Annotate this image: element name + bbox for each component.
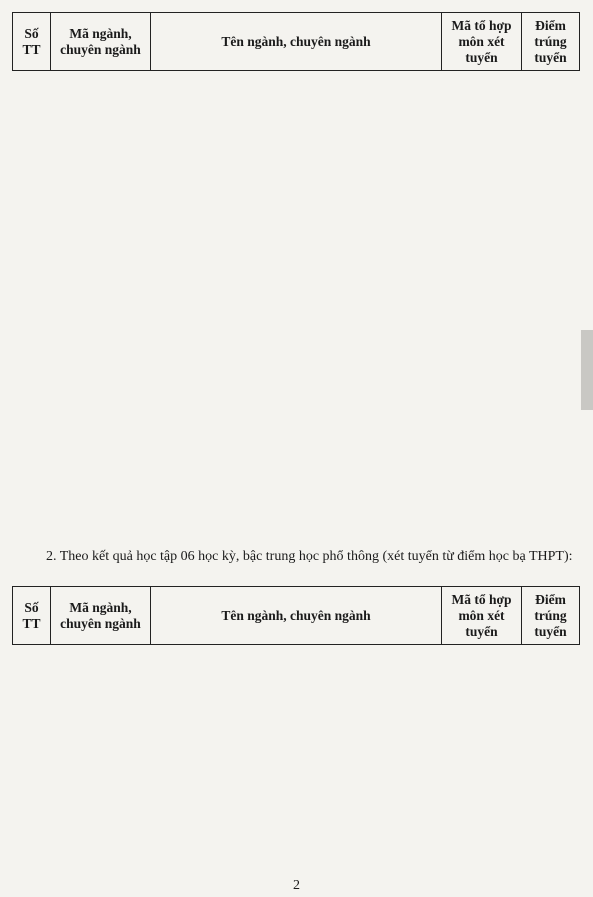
- page-number: 2: [293, 878, 300, 893]
- scan-edge: [581, 330, 593, 410]
- table-header-row: [13, 587, 580, 645]
- header-stt: Số TT: [13, 587, 51, 645]
- header-stt: Số TT: [13, 13, 51, 71]
- header-name: Tên ngành, chuyên ngành: [151, 13, 442, 71]
- header-code: Mã ngành, chuyên ngành: [51, 13, 151, 71]
- admission-table-1: [12, 12, 580, 71]
- header-combo: Mã tổ hợp môn xét tuyển: [442, 587, 522, 645]
- section-paragraph: 2. Theo kết quả học tập 06 học kỳ, bậc trung học phổ thông (xét tuyển từ điểm học bạ THPT):: [46, 549, 573, 564]
- header-score: Điểm trúng tuyển: [522, 587, 580, 645]
- header-score: Điểm trúng tuyển: [522, 13, 580, 71]
- header-name: Tên ngành, chuyên ngành: [151, 587, 442, 645]
- header-code: Mã ngành, chuyên ngành: [51, 587, 151, 645]
- table-header-row: [13, 13, 580, 71]
- admission-table-2: [12, 586, 580, 645]
- header-combo: Mã tổ hợp môn xét tuyển: [442, 13, 522, 71]
